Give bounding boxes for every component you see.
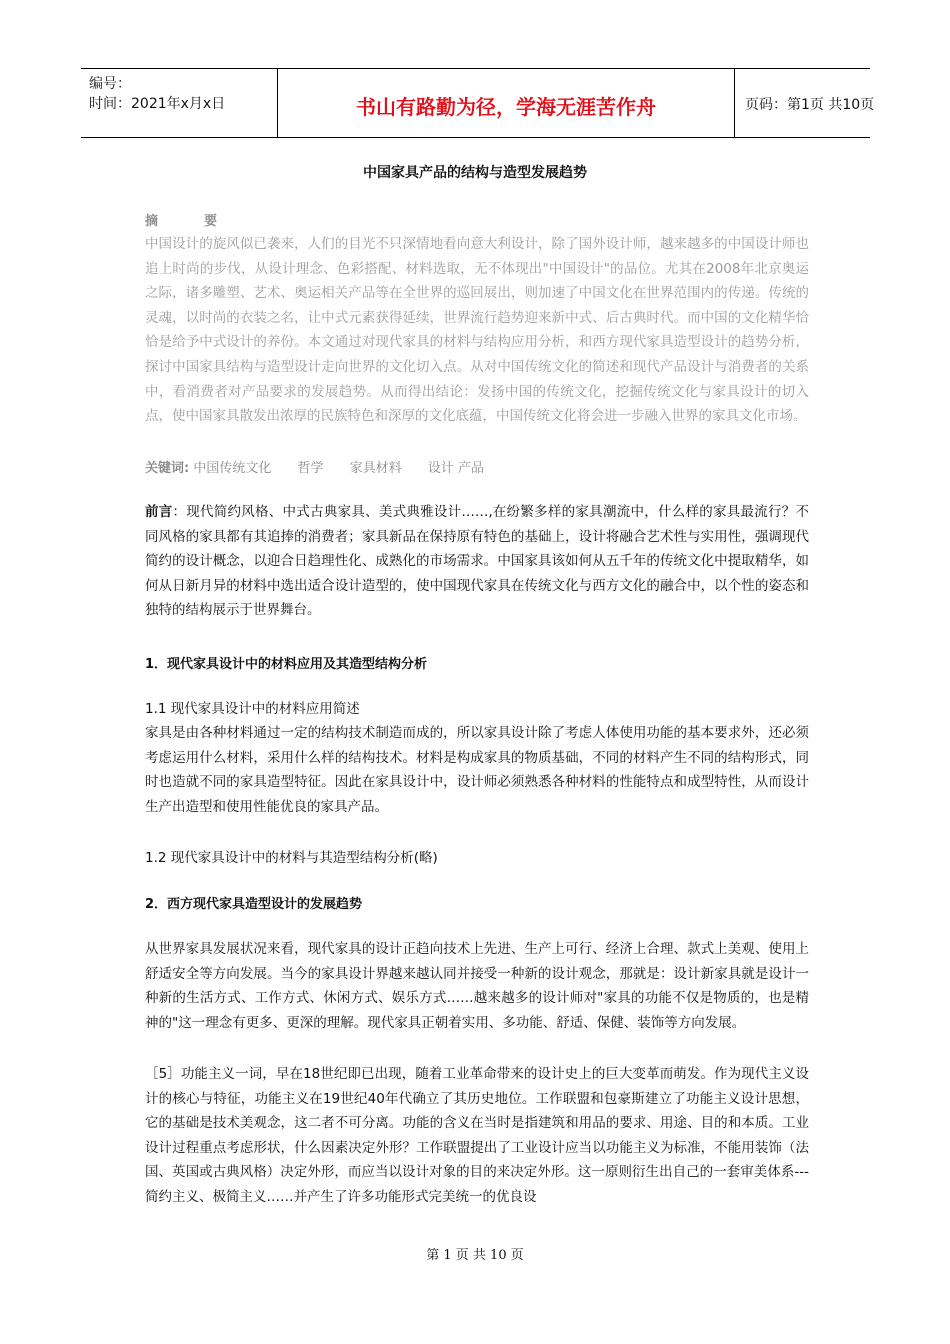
keyword-item: 设计 产品 — [427, 461, 484, 476]
keywords-label: 关键词: — [145, 461, 190, 476]
document-title: 中国家具产品的结构与造型发展趋势 — [363, 165, 587, 181]
keyword-item: 家具材料 — [349, 461, 402, 476]
preface-text: ：现代简约风格、中式古典家具、美式典雅设计……,在纷繁多样的家具潮流中，什么样的家具最流行？不同风格的家具都有其追捧的消费者；家具新品在保持原有特色的基础上，设计将融合艺术性与实用性，强调现代简约的设计概念，以迎合日趋理性化、成熟化的市场需求。中国家具该如何从五千年的传统文化中提取精华，如何从日新月异的材料中选出适合设计造型的，使中国现代家具在传统文化与西方文化的融合中，以个性的姿态和独特的结构展示于世界舞台。 — [145, 504, 809, 619]
section-2-paragraph-2: ［5］功能主义一词，早在18世纪即已出现，随着工业革命带来的设计史上的巨大变革而萌发。作为现代主义设计的核心与特征，功能主义在19世纪40年代确立了其历史地位。工作联盟和包豪斯建立了功能主义设计思想，它的基础是技术美观念，这二者不可分离。功能的含义在当时是指建筑和用品的要求、用途、目的和本质。工业设计过程重点考虑形状，什么因素决定外形？工作联盟提出了工业设计应当以功能主义为标准，不能用装饰（法国、英国或古典风格）决定外形，而应当以设计对象的目的来决定外形。这一原则衍生出自己的一套审美体系---简约主义、极简主义……并产生了许多功能形式完美统一的优良设 — [145, 1066, 809, 1205]
section-2-paragraph-1: 从世界家具发展状况来看，现代家具的设计正趋向技术上先进、生产上可行、经济上合理、款式上美观、使用上舒适安全等方向发展。当今的家具设计界越来越认同并接受一种新的设计观念，那就是：设计新家具就是设计一种新的生活方式、工作方式、休闲方式、娱乐方式……越来越多的设计师对"家具的功能不仅是物质的，也是精神的"这一理念有更多、更深的理解。现代家具正朝着实用、多功能、舒适、保健、装饰等方向发展。 — [145, 941, 809, 1031]
document-number-label: 编号： — [89, 76, 131, 92]
header-page-info: 页码：第1页 共10页 — [745, 97, 875, 113]
section-2-heading: 2．西方现代家具造型设计的发展趋势 — [145, 897, 363, 912]
page-footer: 第 1 页 共 10 页 — [426, 1248, 524, 1263]
abstract-label-first-char: 摘 — [145, 214, 159, 229]
section-1-1-heading: 1.1 现代家具设计中的材料应用简述 — [145, 701, 360, 717]
section-1-1-paragraph: 家具是由各种材料通过一定的结构技术制造而成的，所以家具设计除了考虑人体使用功能的基本要求外，还必须考虑运用什么材料，采用什么样的结构技术。材料是构成家具的物质基础，不同的材料产生不同的结构形式，同时也造就不同的家具造型特征。因此在家具设计中，设计师必须熟悉各种材料的性能特点和成型特性，从而设计生产出造型和使用性能优良的家具产品。 — [145, 725, 809, 815]
keyword-item: 中国传统文化 — [193, 461, 272, 476]
header-right-cell — [735, 69, 875, 137]
abstract-label-second-char: 要 — [204, 214, 218, 229]
keyword-item: 哲学 — [297, 461, 324, 476]
preface-label: 前言 — [145, 504, 173, 520]
abstract-label — [145, 210, 217, 229]
section-1-2-heading: 1.2 现代家具设计中的材料与其造型结构分析(略) — [145, 850, 438, 866]
section-1-heading: 1．现代家具设计中的材料应用及其造型结构分析 — [145, 657, 428, 672]
abstract-text: 中国设计的旋风似已袭来，人们的目光不只深情地看向意大利设计，除了国外设计师，越来越多的中国设计师也追上时尚的步伐，从设计理念、色彩搭配、材料选取，无不体现出"中国设计"的品位。尤其在2008年北京奥运之际，诸多雕塑、艺术、奥运相关产品等在全世界的巡回展出，则加速了中国文化在世界范围内的传递。传统的灵魂，以时尚的衣装之名，让中式元素获得延续，世界流行趋势迎来新中式、后古典时代。而中国的文化精华恰恰是给予中式设计的养份。本文通过对现代家具的材料与结构应用分析，和西方现代家具造型设计的趋势分析，探讨中国家具结构与造型设计走向世界的文化切入点。从对中国传统文化的简述和现代产品设计与消费者的关系中，看消费者对产品要求的发展趋势。从而得出结论：发扬中国的传统文化，挖掘传统文化与家具设计的切入点，使中国家具散发出浓厚的民族特色和深厚的文化底蕴，中国传统文化将会进一步融入世界的家具文化市场。 — [145, 236, 809, 425]
header-left-cell — [81, 69, 278, 137]
preface-paragraph — [145, 500, 809, 623]
keywords-line — [145, 457, 506, 476]
header-middle-cell — [278, 69, 735, 137]
document-time-label: 时间：2021年x月x日 — [89, 96, 226, 112]
header-motto: 书山有路勤为径，学海无涯苦作舟 — [356, 95, 656, 119]
page-header — [81, 68, 875, 138]
